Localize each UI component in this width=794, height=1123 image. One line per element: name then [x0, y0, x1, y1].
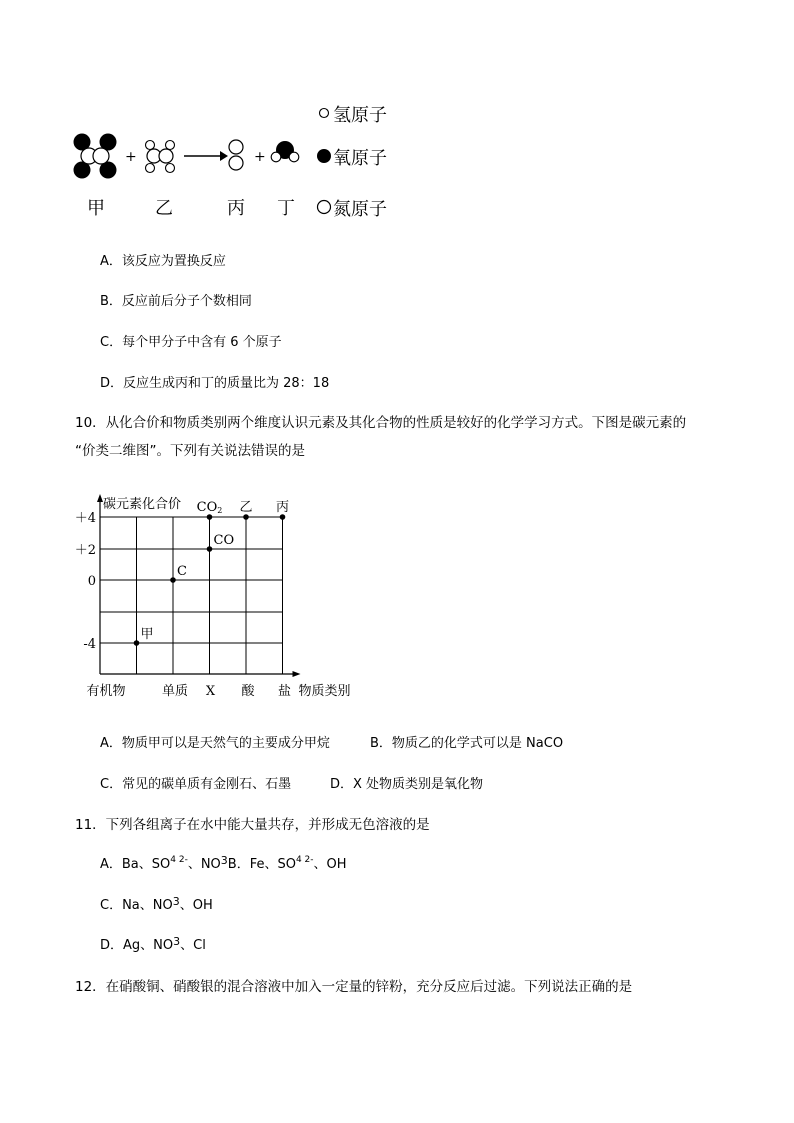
q10-stem-line1: 10．从化合价和物质类别两个维度认识元素及其化合物的性质是较好的化学学习方式。下图是碳元素的: [75, 415, 687, 431]
label-ding: 丁: [277, 198, 295, 219]
q11-a-sup: 4 2-: [170, 855, 188, 865]
data-point: [207, 514, 213, 520]
q11-a-rest: 、NO: [187, 857, 221, 872]
x-axis-arrow-icon: [293, 671, 301, 677]
q11-a-sup2: 3: [220, 854, 228, 867]
molecule-jia: [74, 134, 117, 179]
data-point-label: 乙: [239, 500, 253, 515]
hydrogen-atom-icon: [271, 152, 281, 162]
molecule-bing: [229, 140, 243, 170]
plus-sign-1: +: [125, 149, 137, 165]
legend-hydrogen-icon: [320, 109, 329, 118]
hydrogen-atom-icon: [166, 141, 175, 150]
q11-option-c[interactable]: [100, 894, 213, 913]
legend-nitrogen-label: 氮原子: [333, 199, 387, 220]
q11-c-rest: 、OH: [179, 898, 213, 913]
legend-oxygen-icon: [317, 149, 331, 163]
chart-y-ticks: [75, 511, 96, 652]
q11-stem: 11．下列各组离子在水中能大量共存，并形成无色溶液的是: [75, 817, 430, 833]
data-point: [170, 577, 176, 583]
q11-b-text: B．Fe、SO: [227, 857, 296, 872]
q10-option-c[interactable]: C．常见的碳单质有金刚石、石墨: [100, 777, 292, 792]
y-tick-label: 0: [87, 574, 96, 589]
x-tick-label: 酸: [241, 684, 255, 699]
hydrogen-atom-icon: [289, 152, 299, 162]
y-tick-label: ＋4: [74, 511, 96, 526]
q11-option-ab[interactable]: [100, 853, 347, 872]
y-tick-label: -4: [83, 637, 96, 652]
q11-b-sup: 4 2-: [295, 855, 314, 865]
data-point: [134, 640, 140, 646]
data-point: [243, 514, 249, 520]
molecule-ding: [271, 141, 299, 162]
chart-grid: [100, 517, 283, 674]
legend-hydrogen-label: 氢原子: [333, 105, 387, 126]
x-tick-label: X: [205, 684, 216, 699]
q11-c-sup: 3: [172, 895, 180, 908]
q11-c-text: C．Na、NO: [100, 898, 173, 913]
hydrogen-atom-icon: [146, 141, 155, 150]
x-tick-label: 单质: [161, 684, 189, 699]
data-point: [207, 546, 213, 552]
x-tick-label: 有机物: [86, 684, 126, 699]
q11-a-text: A．Ba、SO: [100, 857, 171, 872]
q11-d-text: D．Ag、NO: [100, 938, 174, 953]
q9-option-a[interactable]: A．该反应为置换反应: [100, 254, 226, 269]
hydrogen-atom-icon: [146, 164, 155, 173]
q10-option-d[interactable]: D．X 处物质类别是氧化物: [330, 777, 484, 792]
q9-option-d[interactable]: D．反应生成丙和丁的质量比为 28：18: [100, 376, 330, 391]
chart-axes: [97, 494, 301, 677]
legend-nitrogen-icon: [318, 201, 331, 214]
nitrogen-atom-icon: [159, 149, 173, 163]
label-jia: 甲: [87, 198, 105, 219]
nitrogen-atom-icon: [229, 156, 243, 170]
chart-x-label: 物质类别: [298, 684, 351, 699]
nitrogen-atom-icon: [229, 140, 243, 154]
q11-b-rest: 、OH: [313, 857, 347, 872]
plus-sign-2: +: [254, 149, 266, 165]
arrow-head-icon: [220, 151, 228, 161]
chart-points: [134, 500, 289, 646]
molecule-yi: [146, 141, 175, 173]
chart-y-label: 碳元素化合价: [103, 497, 182, 512]
legend-oxygen-label: 氧原子: [333, 148, 387, 169]
q12-stem: 12．在硝酸铜、硝酸银的混合溶液中加入一定量的锌粉，充分反应后过滤。下列说法正确的是: [75, 979, 633, 995]
q10-option-a[interactable]: A．物质甲可以是天然气的主要成分甲烷: [100, 736, 330, 751]
data-point-label: 丙: [275, 500, 290, 515]
data-point-label: CO: [213, 533, 235, 548]
y-tick-label: ＋2: [74, 543, 96, 558]
chart-x-ticks: [86, 683, 291, 699]
label-yi: 乙: [155, 198, 173, 219]
q10-stem-line2: “价类二维图”。下列有关说法错误的是: [75, 443, 305, 459]
label-bing: 丙: [227, 198, 245, 219]
q11-option-d[interactable]: [100, 934, 206, 953]
q10-option-b[interactable]: B．物质乙的化学式可以是 NaCO: [370, 736, 564, 751]
data-point: [280, 514, 286, 520]
q11-d-rest: 、Cl: [180, 938, 206, 953]
q11-d-sup: 3: [173, 935, 181, 948]
q9-option-c[interactable]: C．每个甲分子中含有 6 个原子: [100, 335, 282, 350]
hydrogen-atom-icon: [166, 164, 175, 173]
data-point-label: C: [177, 564, 187, 579]
nitrogen-atom-icon: [93, 148, 109, 164]
data-point-label: 甲: [140, 627, 154, 642]
x-tick-label: 盐: [277, 684, 292, 699]
q9-option-b[interactable]: B．反应前后分子个数相同: [100, 294, 252, 309]
valence-category-chart: [70, 488, 370, 703]
data-point-label: CO2: [196, 500, 223, 515]
